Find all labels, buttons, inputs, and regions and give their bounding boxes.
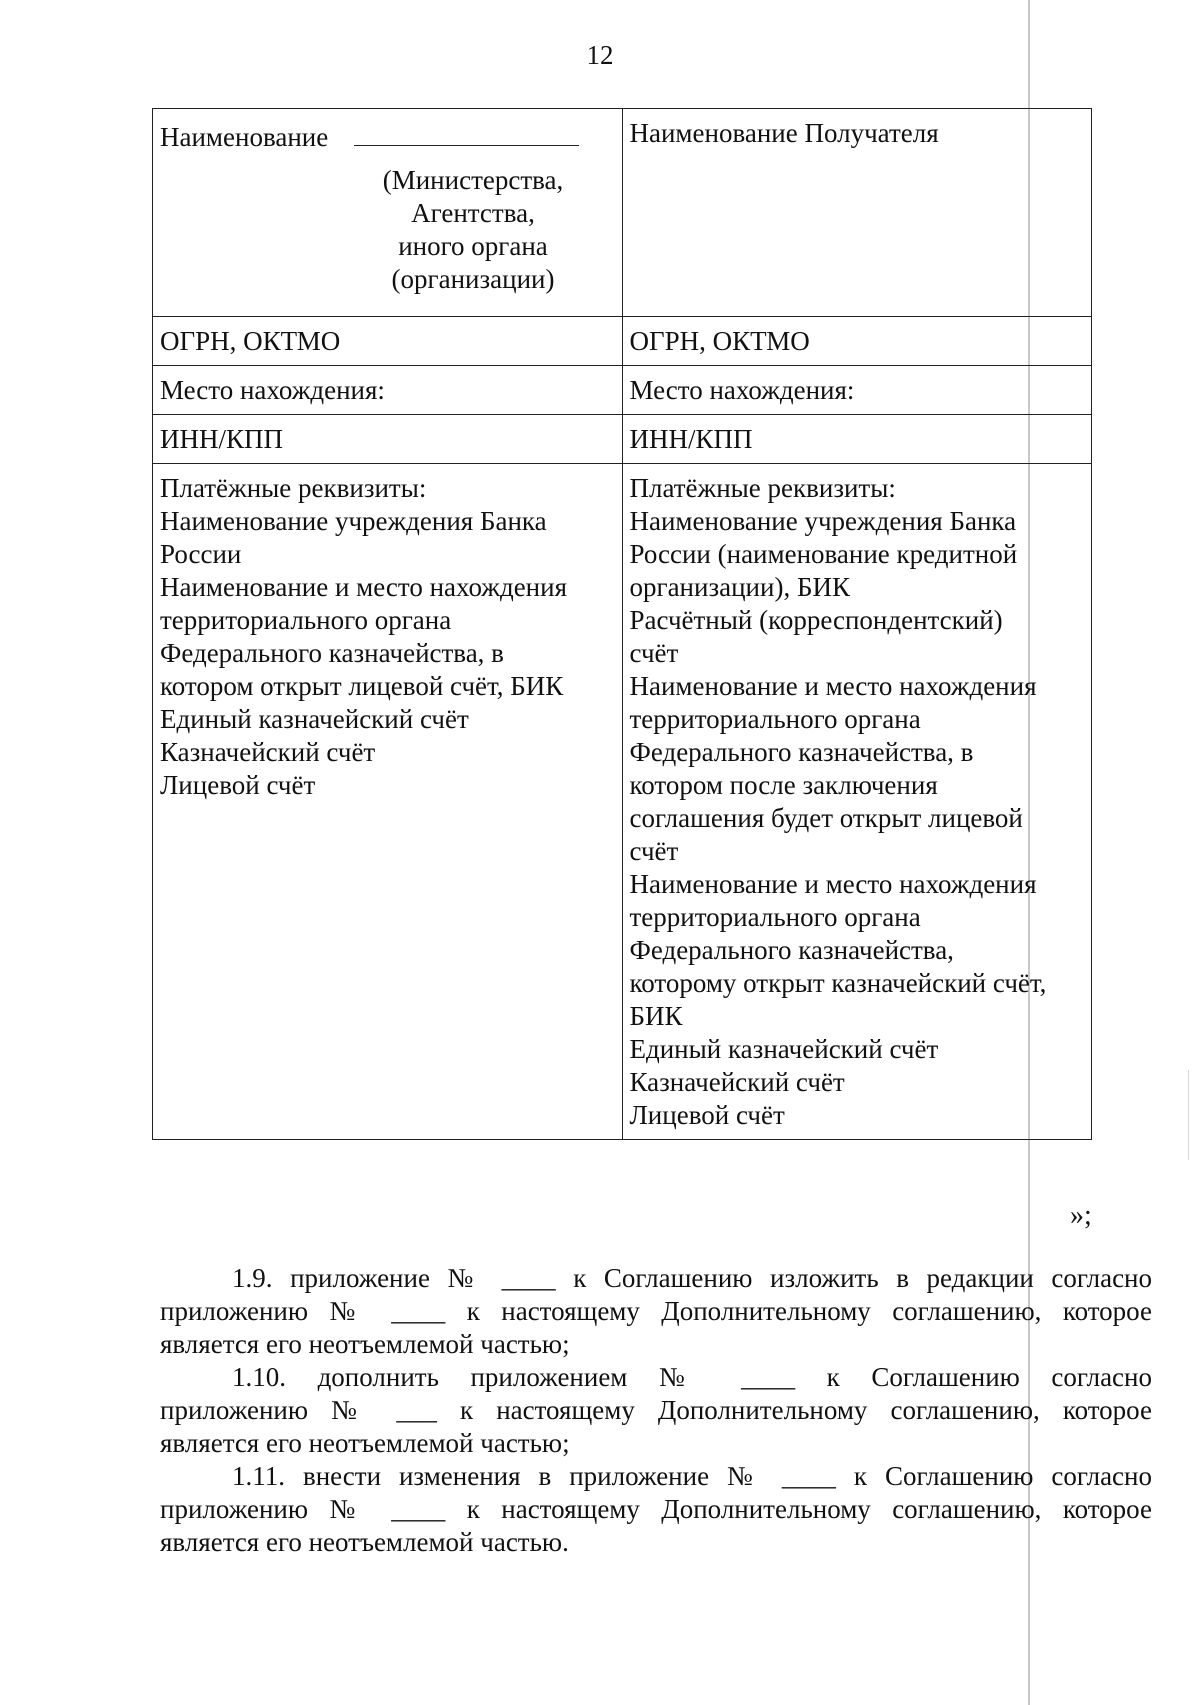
payment-line: Единый казначейский счёт — [160, 704, 469, 734]
payment-line: территориального органа — [160, 605, 452, 635]
scan-artifact-line — [1188, 1070, 1189, 1160]
table-row — [153, 366, 1092, 415]
payment-line: которому открыт казначейский счёт, — [629, 968, 1047, 998]
right-inn-cell: ИНН/КПП — [622, 415, 1092, 464]
payment-line: счёт — [629, 638, 679, 668]
requisites-table — [152, 108, 1092, 1140]
right-name-label: Наименование Получателя — [629, 118, 939, 148]
left-inn-cell: ИНН/КПП — [153, 415, 623, 464]
right-ogrn-cell: ОГРН, ОКТМО — [622, 317, 1092, 366]
table-row — [153, 415, 1092, 464]
payment-line: Казначейский счёт — [160, 737, 376, 767]
left-payment-cell — [153, 464, 623, 1140]
payment-line: соглашения будет открыт лицевой — [629, 803, 1023, 833]
payment-line: Наименование учреждения Банка — [160, 506, 547, 536]
payment-line: котором открыт лицевой счёт, БИК — [160, 671, 564, 701]
payment-line: Платёжные реквизиты: — [629, 473, 896, 503]
payment-line: Наименование учреждения Банка — [629, 506, 1017, 536]
left-ogrn-cell: ОГРН, ОКТМО — [153, 317, 623, 366]
payment-line: Лицевой счёт — [629, 1100, 785, 1130]
paragraph-1-9: 1.9. приложение № ____ к Соглашению изложить в редакции согласно приложению № ____ к настоящему Дополнительному соглашению, которое является его неотъемлемой частью; — [160, 1263, 1152, 1359]
payment-line: Платёжные реквизиты: — [160, 473, 427, 503]
page-number: 12 — [586, 40, 614, 70]
payment-line: БИК — [629, 1001, 683, 1031]
table-row — [153, 317, 1092, 366]
blank-line — [354, 117, 579, 146]
left-location-cell: Место нахождения: — [153, 366, 623, 415]
payment-line: России — [160, 539, 242, 569]
closing-quote: »; — [1070, 1200, 1092, 1231]
payment-line: Федерального казначейства, в — [160, 638, 504, 668]
payment-line: Наименование и место нахождения — [629, 869, 1037, 899]
amendment-paragraphs — [160, 1262, 1152, 1559]
payment-line: России (наименование кредитной — [629, 539, 1018, 569]
payment-line: организации), БИК — [629, 572, 850, 602]
payment-line: Лицевой счёт — [160, 770, 316, 800]
payment-line: Наименование и место нахождения — [629, 671, 1037, 701]
right-name-cell — [622, 109, 1092, 317]
payment-line: Федерального казначейства, — [629, 935, 954, 965]
left-name-label: Наименование — [160, 122, 329, 152]
table-row — [153, 464, 1092, 1140]
paragraph-1-11: 1.11. внести изменения в приложение № ____ к Соглашению согласно приложению № ____ к настоящему Дополнительному соглашению, которое является его неотъемлемой частью. — [160, 1461, 1152, 1557]
payment-line: территориального органа — [629, 704, 921, 734]
payment-line: Казначейский счёт — [629, 1067, 845, 1097]
payment-line: котором после заключения — [629, 770, 938, 800]
payment-line: счёт — [629, 836, 679, 866]
payment-line: Единый казначейский счёт — [629, 1034, 939, 1064]
payment-line: Расчётный (корреспондентский) — [629, 605, 1003, 635]
paragraph-1-10: 1.10. дополнить приложением № ____ к Соглашению согласно приложению № ___ к настоящему Дополнительному соглашению, которое является его неотъемлемой частью; — [160, 1362, 1152, 1458]
right-location-cell: Место нахождения: — [622, 366, 1092, 415]
table-row — [153, 109, 1092, 317]
left-name-sub: (Министерства, Агентства, иного органа (организации) — [382, 165, 564, 294]
payment-line: Федерального казначейства, в — [629, 737, 974, 767]
right-payment-cell — [622, 464, 1092, 1140]
left-name-cell — [153, 109, 623, 317]
payment-line: территориального органа — [629, 902, 921, 932]
payment-line: Наименование и место нахождения — [160, 572, 568, 602]
